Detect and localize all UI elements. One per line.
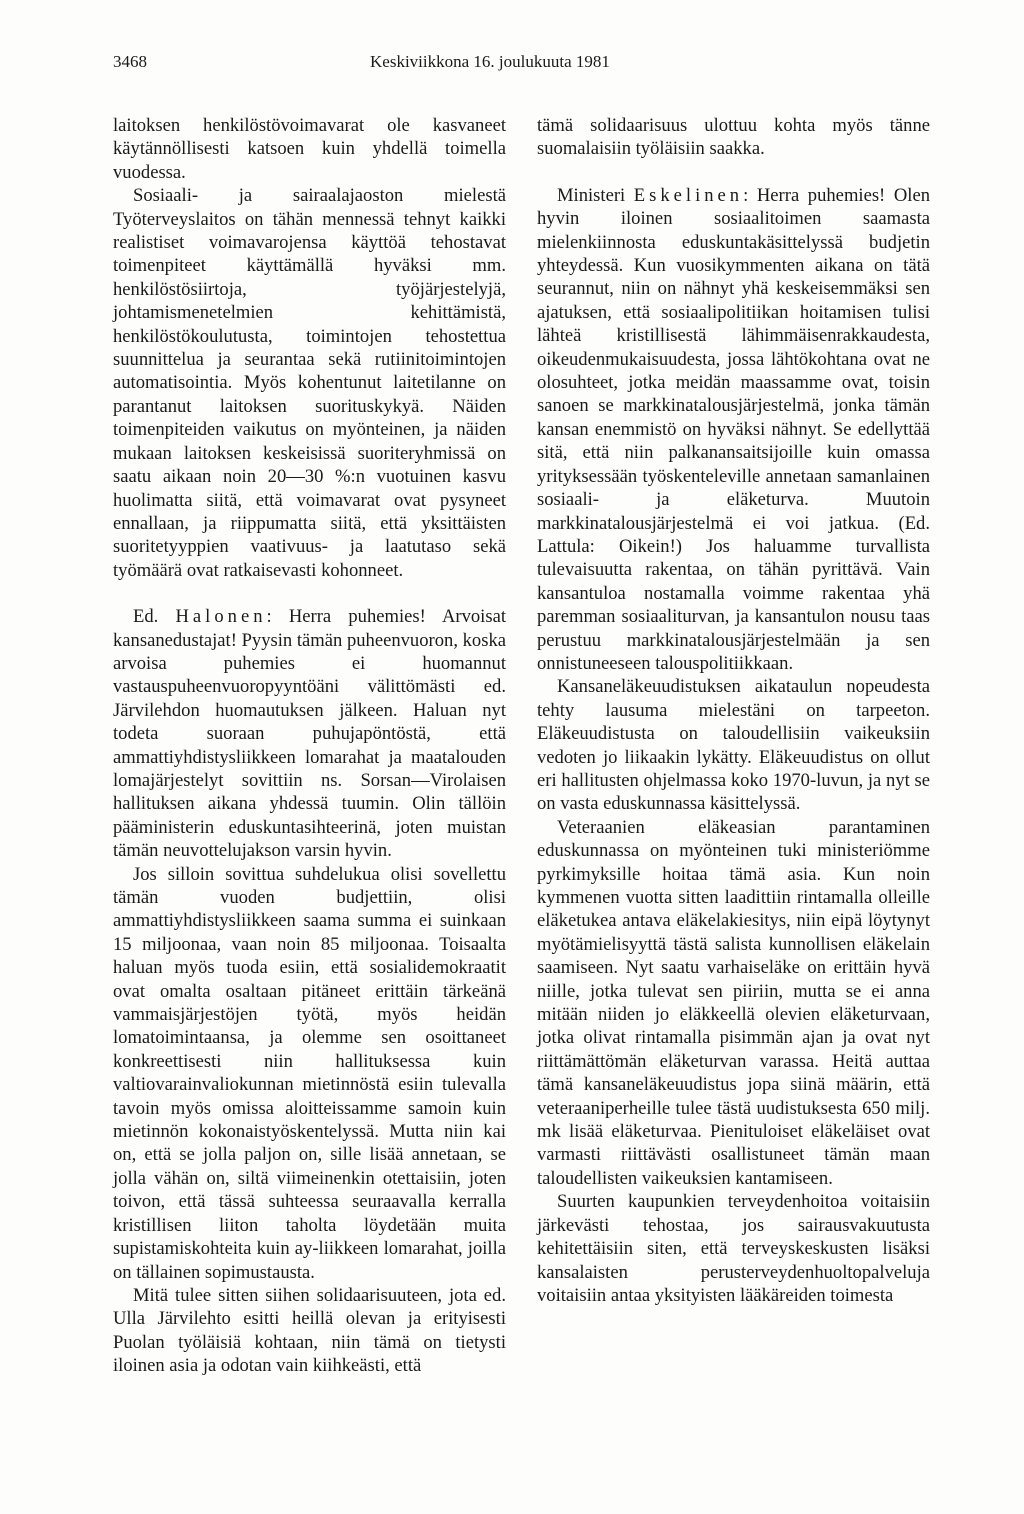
speech-halonen (113, 605, 506, 862)
speech-eskelinen (537, 184, 930, 676)
left-column (113, 114, 506, 1378)
paragraph: Sosiaali- ja sairaalajaoston mielestä Työterveyslaitos on tähän mennessä tehnyt kaikki realistiset voimavarojensa käyttöä tehostavat toimenpiteet käyttämällä hyväksi mm. henkilöstösiirtoja, työjärjestelyjä, johtamismenetelmien kehittämistä, henkilöstökoulutusta, toimintojen tehostettua suunnittelua ja seurantaa sekä rutiinitoimintojen automatisointia. Myös kohentunut laitetilanne on parantanut laitoksen suorituskykyä. Näiden toimenpiteiden vaikutus on myönteinen, ja näiden mukaan laitoksen keskeisissä suoriteryhmissä on saatu aikaan noin 20—30 %:n vuotuinen kasvu huolimatta siitä, että voimavarat ovat pysyneet ennallaan, ja riippumatta siitä, että yksittäisten suoritetyyppien vaativuus- ja laatutaso sekä työmäärä ovat ratkaisevasti kohonneet. (113, 185, 506, 581)
speech-text: : Herra puhemies! Arvoisat kansanedustajat! Pyysin tämän puheenvuoron, koska arvoisa puhemies ei huomannut vastauspuheenvuoropyyntöäni välittömästi ed. Järvilehdon huomautuksen jälkeen. Haluan nyt todeta suoraan puhujapöntöstä, että ammattiyhdistysliikkeen lomarahat ja maatalouden lomajärjestelyt sovittiin ns. Sorsan—Virolaisen hallituksen aikana yhdessä tuumin. Olin tällöin pääministerin eduskuntasihteerinä, joten muistan tämän neuvottelujakson varsin hyvin. (113, 606, 507, 862)
speaker-title: Ministeri (557, 184, 634, 206)
paragraph: Suurten kaupunkien terveydenhoitoa voitaisiin järkevästi tehostaa, jos sairausvakuutusta kehitettäisiin siten, että terveyskeskusten lisäksi kansalaisten perusterveydenhuoltopalveluja voitaisiin antaa yksityisten lääkäreiden toimesta (537, 1191, 930, 1306)
paragraph: Veteraanien eläkeasian parantaminen eduskunnassa on myönteinen tuki ministeriömme pyrkimyksille hoitaa tämä asia. Kun noin kymmenen vuotta sitten laadittiin rintamalla olleille eläketukea antava eläkelakiesitys, niin eipä löytynyt myötämielisyyttä tästä salista kunnollisen eläkelain saamiseen. Nyt saatu varhaiseläke on erittäin hyvä niille, jotka tulevat sen piiriin, mutta se ei anna mitään niiden jo eläkkeellä olevien eläketurvaan, jotka olivat rintamalla pisimmän ajan ja ovat nyt riittämättömän eläketurvan varassa. Heitä auttaa tämä kansaneläkeuudistus jopa siinä määrin, että veteraaniperheille tulee tästä uudistuksesta 650 milj. mk lisää eläketurvaa. Pienituloiset eläkeläiset ovat varmasti riittävästi osallistuneet tämän maan taloudellisten vaikeuksien kantamiseen. (537, 816, 930, 1189)
speaker-name: Halonen (175, 606, 267, 628)
speaker-name: Eskelinen (633, 184, 744, 206)
header-date: Keskiviikkona 16. joulukuuta 1981 (370, 52, 610, 71)
speaker-title: Ed. (133, 606, 176, 628)
paragraph: Jos silloin sovittua suhdelukua olisi sovellettu tämän vuoden budjettiin, olisi ammattiyhdistysliikkeen saama summa ei suinkaan 15 miljoonaa, vaan noin 85 miljoonaa. Toisaalta haluan myös tuoda esiin, että sosialidemokraatit ovat omalta osaltaan pitäneet erittäin tärkeänä vammaisjärjestöjen työtä, myös heidän lomatoimintaansa, ja olemme sen osoittaneet konkreettisesti niin hallituksessa kuin valtiovarainvaliokunnan mietinnöstä esiin tulevalla tavoin myös omissa aloitteissamme samoin kuin mietinnön kokonaistyöskentelyssä. Mutta niin kai on, että se jolla paljon on, sille lisää annetaan, se jolla vähän on, siltä viimeinenkin otettaisiin, joten toivon, että tässä suhteessa seuraavalla kerralla kristillisen liiton taholta löydetään muita supistamiskohteita kuin ay-liikkeen lomarahat, joilla on tällainen sopimustausta. (113, 863, 506, 1283)
paragraph: tämä solidaarisuus ulottuu kohta myös tänne suomalaisiin työläisiin saakka. (537, 115, 930, 160)
paragraph: Mitä tulee sitten siihen solidaarisuuteen, jota ed. Ulla Järvilehto esitti heillä olevan ja erityisesti Puolan työläisiä kohtaan, niin tämä on tietysti iloinen asia ja odotan vain kiihkeästi, että (113, 1284, 506, 1377)
paragraph: laitoksen henkilöstövoimavarat ole kasvaneet käytännöllisesti katsoen kuin yhdellä toimella vuodessa. (113, 115, 506, 183)
right-column (537, 114, 930, 1307)
paragraph: Kansaneläkeuudistuksen aikataulun nopeudesta tehty lausuma mielestäni on tarpeeton. Eläkeuudistusta on taloudellisiin vaikeuksiin vedoten jo liikaakin lykätty. Eläkeuudistus on ollut eri hallitusten ohjelmassa koko 1970-luvun, ja nyt se on vasta eduskunnassa käsittelyssä. (537, 676, 930, 815)
speech-text: : Herra puhemies! Olen hyvin iloinen sosiaalitoimen saamasta mielenkiinnosta eduskuntakäsittelyssä budjetin yhteydessä. Kun vuosikymmenten aikana on tätä seurannut, niin on nähnyt yhä keskeisemmäksi sen ajatuksen, että sosiaalipolitiikan hoitamisen tulisi lähteä kristillisestä lähimmäisenrakkaudesta, oikeudenmukaisuudesta, jossa lähtökohtana ovat ne olosuhteet, jotka meidän maassamme ovat, toisin sanoen se markkinatalousjärjestelmä, jonka tämän kansan enemmistö on hyväksi nähnyt. Se edellyttää sitä, että niin palkanansaitsijoille kuin omassa yrityksessään työskenteleville annetaan samanlainen sosiaali- ja eläketurva. Muutoin markkinatalousjärjestelmä ei voi jatkua. (Ed. Lattula: Oikein!) Jos haluamme turvallista tulevaisuutta rakentaa, on tähän pyrittävä. Vain kansantuloa nostamalla voimme rakentaa yhä paremman sosiaaliturvan, ja kansantulon nousu taas perustuu markkinatalousjärjestelmään ja sen onnistuneeseen talouspolitiikkaan. (537, 184, 930, 674)
page-number: 3468 (113, 52, 147, 71)
page-header (113, 52, 913, 74)
